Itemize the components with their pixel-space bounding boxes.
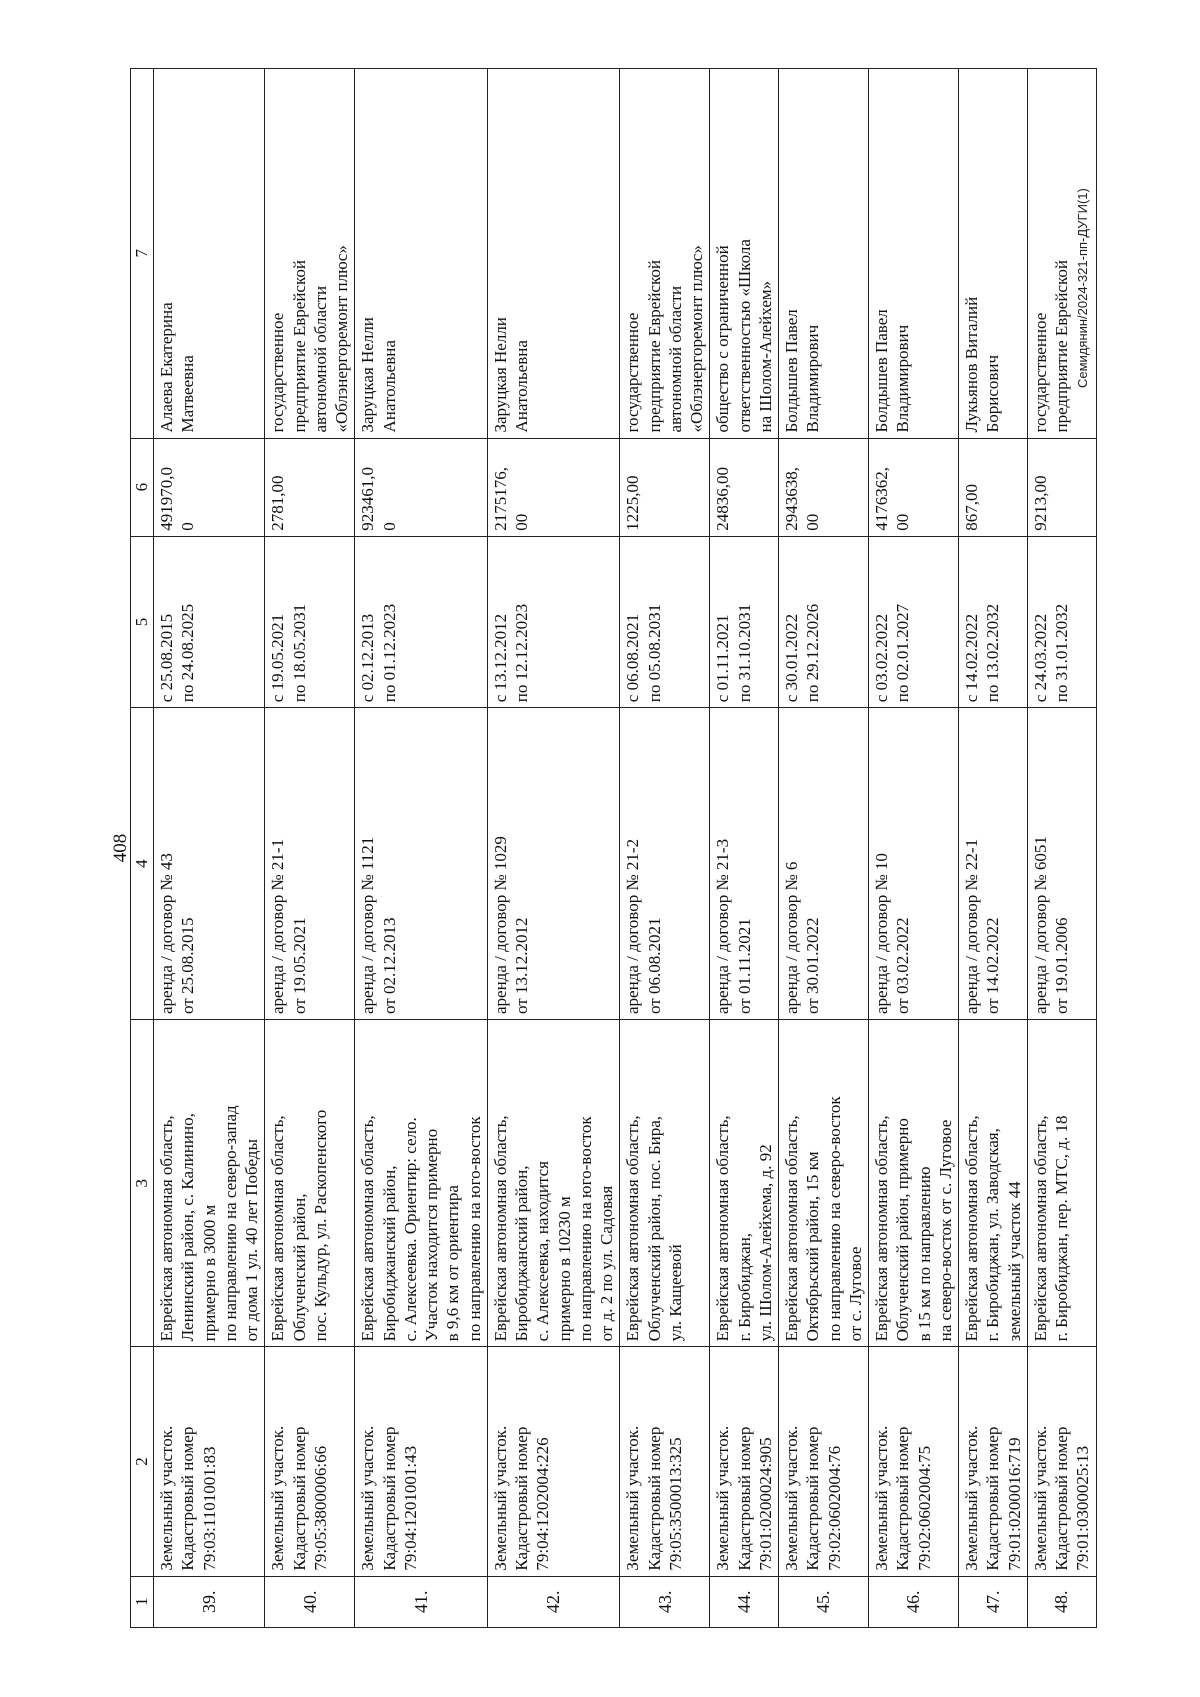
object-description (487, 1347, 620, 1576)
basis-document (779, 708, 869, 1020)
object-address (265, 1020, 355, 1347)
amount-value (355, 438, 488, 536)
basis-document-text: аренда / договор № 10 от 03.02.2022 (872, 853, 913, 1015)
holder-name (779, 69, 869, 439)
row-number-text: 47. (982, 1590, 1003, 1614)
holder-name-text: государственное предприятие Еврейской автономной области «Облэнергоремонт плюс» (268, 245, 351, 433)
basis-document-text: аренда / договор № 43 от 25.08.2015 (157, 853, 198, 1015)
basis-document (959, 708, 1028, 1020)
col-header-6: 6 (131, 438, 154, 536)
amount-value-text: 923461,0 0 (358, 466, 399, 531)
document-code: Семидянин/2024-321-пп-ДУГИ(1) (1075, 188, 1090, 388)
basis-document (1027, 708, 1096, 1020)
object-address-text: Еврейская автономная область, Октябрьский район, 15 км по направлению на северо-восток от с. Луговое (782, 1096, 865, 1342)
object-address-text: Еврейская автономная область, г. Биробиджан, ул. Шолом-Алейхема, д. 92 (713, 1115, 775, 1342)
object-address-text: Еврейская автономная область, Облученский район, пос. Бира, ул. Кащеевой (623, 1115, 685, 1342)
row-number-text: 48. (1051, 1590, 1072, 1614)
basis-document-text: аренда / договор № 21-3 от 01.11.2021 (713, 838, 754, 1015)
object-description (154, 1347, 265, 1576)
object-address (154, 1020, 265, 1347)
basis-document-text: аренда / договор № 1121 от 02.12.2013 (358, 836, 399, 1015)
object-description-text: Земельный участок. Кадастровый номер 79:04:1202004:226 (490, 1425, 553, 1571)
basis-document (869, 708, 959, 1020)
holder-name-text: Болдышев Павел Владимирович (782, 309, 823, 433)
registry-table (130, 68, 1097, 1628)
term-period (869, 536, 959, 707)
term-period (154, 536, 265, 707)
basis-document (620, 708, 710, 1020)
term-period (355, 536, 488, 707)
row-number (154, 1576, 265, 1627)
amount-value-text: 2943638, 00 (782, 466, 823, 531)
row-number (710, 1576, 779, 1627)
basis-document-text: аренда / договор № 21-1 от 19.05.2021 (268, 838, 309, 1015)
row-number (1027, 1576, 1096, 1627)
row-number (959, 1576, 1028, 1627)
term-period-text: с 02.12.2013 по 01.12.2023 (358, 603, 399, 703)
col-header-3: 3 (131, 1020, 154, 1347)
holder-name-text: общество с ограниченной ответственностью «Школа на Шолом-Алейхем» (713, 239, 775, 433)
object-description-text: Земельный участок. Кадастровый номер 79:01:0200024:905 (713, 1425, 775, 1571)
amount-value-text: 867,00 (962, 483, 981, 531)
row-number (620, 1576, 710, 1627)
row-number (355, 1576, 488, 1627)
term-period-text: с 14.02.2022 по 13.02.2032 (962, 603, 1003, 703)
table-row (869, 69, 959, 1628)
term-period-text: с 06.08.2021 по 05.08.2031 (623, 603, 664, 703)
amount-value-text: 2175176, 00 (490, 466, 531, 531)
term-period-text: с 19.05.2021 по 18.05.2031 (268, 603, 309, 703)
object-description (779, 1347, 869, 1576)
col-header-7: 7 (131, 69, 154, 439)
table-row (620, 69, 710, 1628)
row-number-text: 46. (903, 1590, 924, 1614)
row-number-text: 42. (543, 1590, 564, 1614)
term-period-text: с 25.08.2015 по 24.08.2025 (157, 603, 198, 703)
amount-value (620, 438, 710, 536)
row-number (265, 1576, 355, 1627)
row-number-text: 39. (198, 1590, 219, 1614)
holder-name (355, 69, 488, 439)
term-period (487, 536, 620, 707)
page-number: 408 (110, 833, 131, 863)
amount-value (869, 438, 959, 536)
object-address-text: Еврейская автономная область, Биробиджанский район, с. Алексеевка. Ориентир: село. Участок находится примерно в 9,6 км от ориентира по направлению на юго-восток (358, 1115, 484, 1342)
holder-name (710, 69, 779, 439)
row-number (487, 1576, 620, 1627)
holder-name (154, 69, 265, 439)
basis-document (265, 708, 355, 1020)
row-number-text: 41. (410, 1590, 431, 1614)
col-header-2: 2 (131, 1347, 154, 1576)
object-description-text: Земельный участок. Кадастровый номер 79:01:0200016:719 (962, 1425, 1024, 1571)
holder-name-text: Заруцкая Нелли Анатольевна (490, 317, 531, 433)
object-address-text: Еврейская автономная область, Облученский район, примерно в 15 км по направлению на северо-восток от с. Луговое (872, 1115, 955, 1342)
term-period (959, 536, 1028, 707)
object-address (620, 1020, 710, 1347)
object-address (869, 1020, 959, 1347)
basis-document-text: аренда / договор № 6 от 30.01.2022 (782, 861, 823, 1015)
holder-name-text: государственное предприятие Еврейской автономной области «Облэнергоремонт плюс» (623, 245, 706, 433)
holder-name (265, 69, 355, 439)
object-description (265, 1347, 355, 1576)
table-row (710, 69, 779, 1628)
object-description-text: Земельный участок. Кадастровый номер 79:02:0602004:76 (782, 1425, 844, 1571)
amount-value-text: 491970,0 0 (157, 466, 198, 531)
holder-name-text: государственное предприятие Еврейской (1030, 260, 1071, 433)
row-number-text: 44. (733, 1590, 754, 1614)
basis-document (487, 708, 620, 1020)
object-address-text: Еврейская автономная область, г. Биробиджан, ул. Заводская, земельный участок 44 (962, 1115, 1024, 1342)
term-period-text: с 03.02.2022 по 02.01.2027 (872, 603, 913, 703)
object-description-text: Земельный участок. Кадастровый номер 79:03:1101001:83 (157, 1425, 219, 1571)
amount-value (265, 438, 355, 536)
object-description (620, 1347, 710, 1576)
basis-document (355, 708, 488, 1020)
amount-value-text: 9213,00 (1030, 475, 1050, 531)
amount-value-text: 24836,00 (713, 466, 733, 531)
table-header-row (131, 69, 154, 1628)
term-period-text: с 30.01.2022 по 29.12.2026 (782, 603, 823, 703)
amount-value (959, 438, 1028, 536)
basis-document (710, 708, 779, 1020)
term-period (265, 536, 355, 707)
row-number-text: 43. (654, 1590, 675, 1614)
object-description-text: Земельный участок. Кадастровый номер 79:05:3800006:66 (268, 1425, 330, 1571)
object-description (355, 1347, 488, 1576)
holder-name (487, 69, 620, 439)
object-address-text: Еврейская автономная область, Ленинский район, с. Калинино, примерно в 3000 м по направлению на северо-запад от дома 1 ул. 40 лет Победы (157, 1105, 261, 1342)
table-row (487, 69, 620, 1628)
amount-value-text: 2781,00 (268, 475, 288, 531)
row-number (779, 1576, 869, 1627)
object-address (959, 1020, 1028, 1347)
basis-document (154, 708, 265, 1020)
holder-name (869, 69, 959, 439)
table-row (355, 69, 488, 1628)
holder-name-text: Заруцкая Нелли Анатольевна (358, 317, 399, 433)
basis-document-text: аренда / договор № 21-2 от 06.08.2021 (623, 838, 664, 1015)
basis-document-text: аренда / договор № 6051 от 19.01.2006 (1030, 836, 1071, 1015)
term-period (1027, 536, 1096, 707)
basis-document-text: аренда / договор № 22-1 от 14.02.2022 (962, 838, 1003, 1015)
amount-value-text: 4176362, 00 (872, 466, 913, 531)
object-description (1027, 1347, 1096, 1576)
amount-value (1027, 438, 1096, 536)
amount-value (710, 438, 779, 536)
row-number-text: 45. (813, 1590, 834, 1614)
object-address-text: Еврейская автономная область, Биробиджанский район, с. Алексеевка, находится примерно в 10230 м по направлению на юго-восток от д. 2 по ул. Садовая (490, 1115, 616, 1342)
term-period (779, 536, 869, 707)
amount-value-text: 1225,00 (623, 475, 643, 531)
holder-name-text: Болдышев Павел Владимирович (872, 309, 913, 433)
term-period-text: с 24.03.2022 по 31.01.2032 (1030, 603, 1071, 703)
object-address (710, 1020, 779, 1347)
basis-document-text: аренда / договор № 1029 от 13.12.2012 (490, 836, 531, 1015)
object-address-text: Еврейская автономная область, Облученский район, пос. Кульдур, ул. Раскопенского (268, 1109, 330, 1342)
table-row (265, 69, 355, 1628)
holder-name (959, 69, 1028, 439)
col-header-5: 5 (131, 536, 154, 707)
object-description (710, 1347, 779, 1576)
object-address-text: Еврейская автономная область, г. Биробиджан, пер. МТС, д. 18 (1030, 1115, 1071, 1342)
amount-value (779, 438, 869, 536)
col-header-4: 4 (131, 708, 154, 1020)
table-row (779, 69, 869, 1628)
row-number-text: 40. (299, 1590, 320, 1614)
amount-value (487, 438, 620, 536)
object-description-text: Земельный участок. Кадастровый номер 79:05:3500013:325 (623, 1425, 685, 1571)
col-header-1: 1 (131, 1576, 154, 1627)
object-description (959, 1347, 1028, 1576)
rotated-page (100, 68, 1100, 1628)
amount-value (154, 438, 265, 536)
holder-name (620, 69, 710, 439)
object-description (869, 1347, 959, 1576)
object-description-text: Земельный участок. Кадастровый номер 79:04:1201001:43 (358, 1425, 420, 1571)
table-row (154, 69, 265, 1628)
object-address (1027, 1020, 1096, 1347)
term-period (710, 536, 779, 707)
object-description-text: Земельный участок. Кадастровый номер 79:01:0300025:13 (1030, 1425, 1093, 1571)
object-address (355, 1020, 488, 1347)
term-period (620, 536, 710, 707)
object-address (487, 1020, 620, 1347)
holder-name-text: Алаева Екатерина Матвеевна (157, 302, 198, 433)
table-row (959, 69, 1028, 1628)
row-number (869, 1576, 959, 1627)
term-period-text: с 01.11.2021 по 31.10.2031 (713, 603, 754, 703)
object-address (779, 1020, 869, 1347)
term-period-text: с 13.12.2012 по 12.12.2023 (490, 603, 531, 703)
object-description-text: Земельный участок. Кадастровый номер 79:02:0602004:75 (872, 1425, 934, 1571)
holder-name-text: Лукьянов Виталий Борисович (962, 296, 1003, 433)
